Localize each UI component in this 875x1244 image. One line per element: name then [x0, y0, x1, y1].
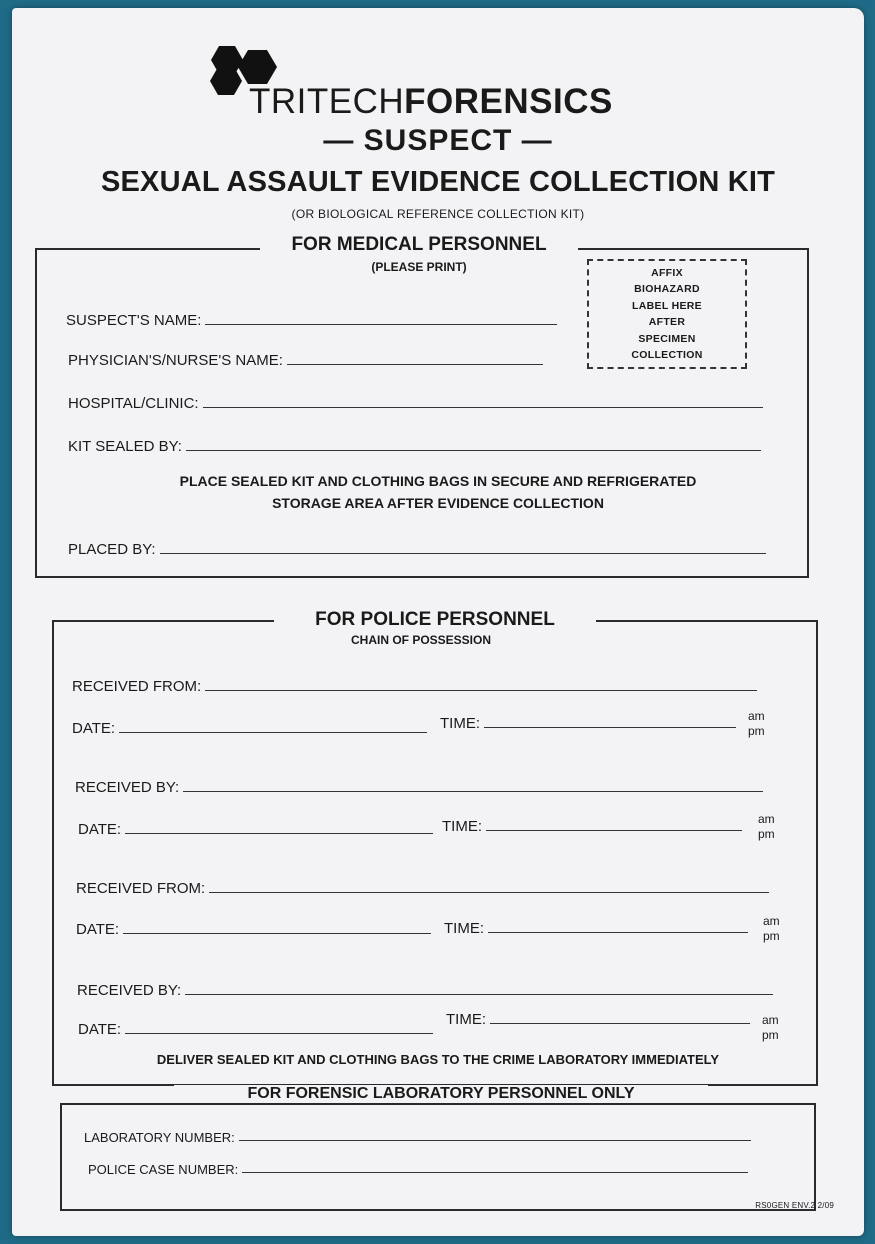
date-row [78, 821, 433, 838]
received-from-row [72, 678, 757, 695]
hospital-field[interactable] [203, 407, 763, 408]
lab-heading: FOR FORENSIC LABORATORY PERSONNEL ONLY [174, 1085, 708, 1103]
pm-label: pm [748, 724, 765, 738]
lab-section [60, 1103, 816, 1211]
medical-subheading: (PLEASE PRINT) [371, 260, 467, 274]
date-field[interactable] [119, 732, 427, 733]
police-subheading: CHAIN OF POSSESSION [350, 633, 492, 647]
date-row [78, 1021, 433, 1038]
time-row [444, 920, 748, 937]
received-from-label: RECEIVED FROM: [72, 678, 202, 695]
pm-label: pm [763, 929, 780, 943]
received-by-row [75, 779, 763, 796]
kit-sealed-by-row [68, 438, 761, 455]
biohazard-label-area [587, 259, 747, 369]
am-pm-indicator [762, 1013, 779, 1043]
biohazard-text: BIOHAZARD [634, 283, 700, 295]
received-by-label: RECEIVED BY: [75, 779, 180, 796]
kit-sealed-by-label: KIT SEALED BY: [68, 438, 182, 455]
kit-title: SEXUAL ASSAULT EVIDENCE COLLECTION KIT [100, 166, 776, 198]
biohazard-text: SPECIMEN [638, 332, 696, 345]
police-heading: FOR POLICE PERSONNEL [274, 609, 596, 631]
received-by-field[interactable] [185, 994, 773, 995]
biohazard-text: AFFIX [651, 266, 683, 279]
received-by-label: RECEIVED BY: [77, 982, 182, 999]
date-field[interactable] [125, 1033, 433, 1034]
am-pm-indicator [748, 709, 765, 739]
police-case-number-label: POLICE CASE NUMBER: [88, 1162, 239, 1177]
form-code: RS0GEN ENV.2 2/09 [755, 1201, 834, 1210]
biohazard-text: LABEL HERE [632, 299, 702, 312]
suspect-name-field[interactable] [205, 324, 557, 325]
police-case-number-row [88, 1162, 748, 1177]
date-label: DATE: [72, 720, 116, 737]
date-field[interactable] [123, 933, 431, 934]
date-label: DATE: [78, 1021, 122, 1038]
received-from-field[interactable] [209, 892, 769, 893]
received-by-row [77, 982, 773, 999]
time-row [446, 1011, 750, 1028]
suspect-name-row [66, 312, 557, 329]
time-field[interactable] [486, 830, 742, 831]
kit-sealed-by-field[interactable] [186, 450, 761, 451]
date-label: DATE: [78, 821, 122, 838]
time-label: TIME: [446, 1011, 486, 1028]
time-field[interactable] [488, 932, 748, 933]
placed-by-field[interactable] [160, 553, 766, 554]
kit-subtitle: (OR BIOLOGICAL REFERENCE COLLECTION KIT) [291, 207, 585, 221]
time-field[interactable] [490, 1023, 750, 1024]
time-field[interactable] [484, 727, 736, 728]
am-pm-indicator [763, 914, 780, 944]
kit-type-title: — SUSPECT — [323, 124, 553, 157]
storage-notice-line2: STORAGE AREA AFTER EVIDENCE COLLECTION [272, 495, 604, 511]
date-row [72, 720, 427, 737]
brand-name-light: TRITECH [249, 82, 405, 121]
time-label: TIME: [442, 818, 482, 835]
physician-name-row [68, 352, 543, 369]
received-by-field[interactable] [183, 791, 763, 792]
hospital-label: HOSPITAL/CLINIC: [68, 395, 199, 412]
biohazard-text: COLLECTION [631, 349, 703, 361]
received-from-label: RECEIVED FROM: [76, 880, 206, 897]
date-row [76, 921, 431, 938]
am-pm-indicator [758, 812, 775, 842]
delivery-notice: DELIVER SEALED KIT AND CLOTHING BAGS TO THE CRIME LABORATORY IMMEDIATELY [156, 1052, 720, 1067]
time-row [442, 818, 742, 835]
laboratory-number-field[interactable] [239, 1140, 751, 1141]
placed-by-row [68, 541, 766, 558]
pm-label: pm [762, 1028, 779, 1042]
time-row [440, 715, 736, 732]
time-label: TIME: [440, 715, 480, 732]
form-sheet [12, 8, 864, 1236]
brand-name-bold: FORENSICS [404, 82, 613, 121]
police-case-number-field[interactable] [242, 1172, 748, 1173]
laboratory-number-row [84, 1130, 751, 1145]
received-from-field[interactable] [205, 690, 757, 691]
am-label: am [763, 914, 780, 928]
time-label: TIME: [444, 920, 484, 937]
storage-notice [12, 470, 864, 514]
physician-name-label: PHYSICIAN'S/NURSE'S NAME: [68, 352, 283, 369]
placed-by-label: PLACED BY: [68, 541, 156, 558]
am-label: am [748, 709, 765, 723]
biohazard-text: AFTER [648, 316, 686, 328]
pm-label: pm [758, 827, 775, 841]
medical-heading: FOR MEDICAL PERSONNEL [260, 234, 578, 256]
brand-name [249, 82, 613, 122]
am-label: am [758, 812, 775, 826]
laboratory-number-label: LABORATORY NUMBER: [84, 1130, 235, 1145]
suspect-name-label: SUSPECT'S NAME: [66, 312, 202, 329]
storage-notice-line1: PLACE SEALED KIT AND CLOTHING BAGS IN SECURE AND REFRIGERATED [179, 473, 697, 489]
date-label: DATE: [76, 921, 120, 938]
physician-name-field[interactable] [287, 364, 543, 365]
am-label: am [762, 1013, 779, 1027]
received-from-row [76, 880, 769, 897]
hospital-row [68, 395, 763, 412]
date-field[interactable] [125, 833, 433, 834]
